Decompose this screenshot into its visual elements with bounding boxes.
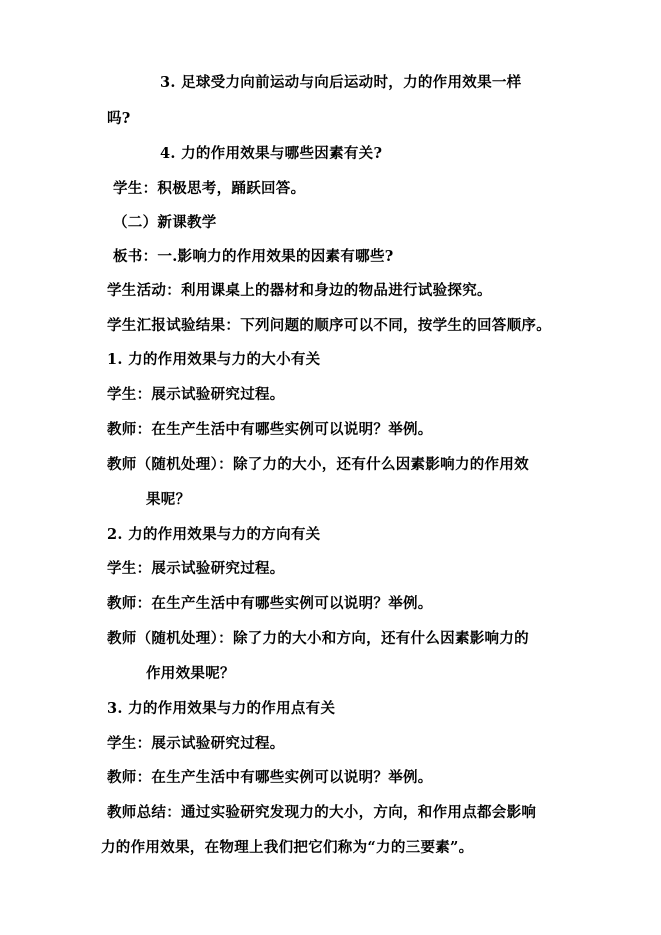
text-line: 学生汇报试验结果：下列问题的顺序可以不同，按学生的回答顺序。 — [107, 317, 551, 334]
text-line: 果呢？ — [146, 491, 191, 508]
text-line: 3. 力的作用效果与力的作用点有关 — [107, 700, 336, 717]
text-line: 力的作用效果，在物理上我们把它们称为“力的三要素”。 — [101, 839, 474, 856]
text-line: 教师：在生产生活中有哪些实例可以说明？举例。 — [107, 769, 433, 786]
text-line: 教师：在生产生活中有哪些实例可以说明？举例。 — [107, 595, 433, 612]
text-line: 4. 力的作用效果与哪些因素有关? — [160, 145, 383, 162]
text-line: 学生：展示试验研究过程。 — [107, 386, 285, 403]
text-line: 教师（随机处理）：除了力的大小，还有什么因素影响力的作用效 — [107, 456, 529, 473]
text-line: 板书：一.影响力的作用效果的因素有哪些? — [113, 248, 394, 265]
text-line: 学生：展示试验研究过程。 — [107, 560, 285, 577]
text-line: 学生活动：利用课桌上的器材和身边的物品进行试验探究。 — [107, 282, 492, 299]
text-line: 1. 力的作用效果与力的大小有关 — [107, 351, 321, 368]
text-line: 2. 力的作用效果与力的方向有关 — [107, 526, 321, 543]
text-line: 学生：展示试验研究过程。 — [107, 735, 285, 752]
text-line: 3. 足球受力向前运动与向后运动时，力的作用效果一样 — [160, 74, 522, 91]
text-line: 教师总结：通过实验研究发现力的大小，方向，和作用点都会影响 — [107, 804, 537, 821]
text-line: 教师：在生产生活中有哪些实例可以说明？举例。 — [107, 421, 433, 438]
text-line: 吗? — [107, 110, 131, 127]
text-line: 教师（随机处理）：除了力的大小和方向，还有什么因素影响力的 — [107, 630, 529, 647]
text-line: 学生：积极思考，踊跃回答。 — [113, 180, 306, 197]
section-heading: （二）新课教学 — [113, 214, 217, 231]
text-line: 作用效果呢？ — [146, 665, 235, 682]
